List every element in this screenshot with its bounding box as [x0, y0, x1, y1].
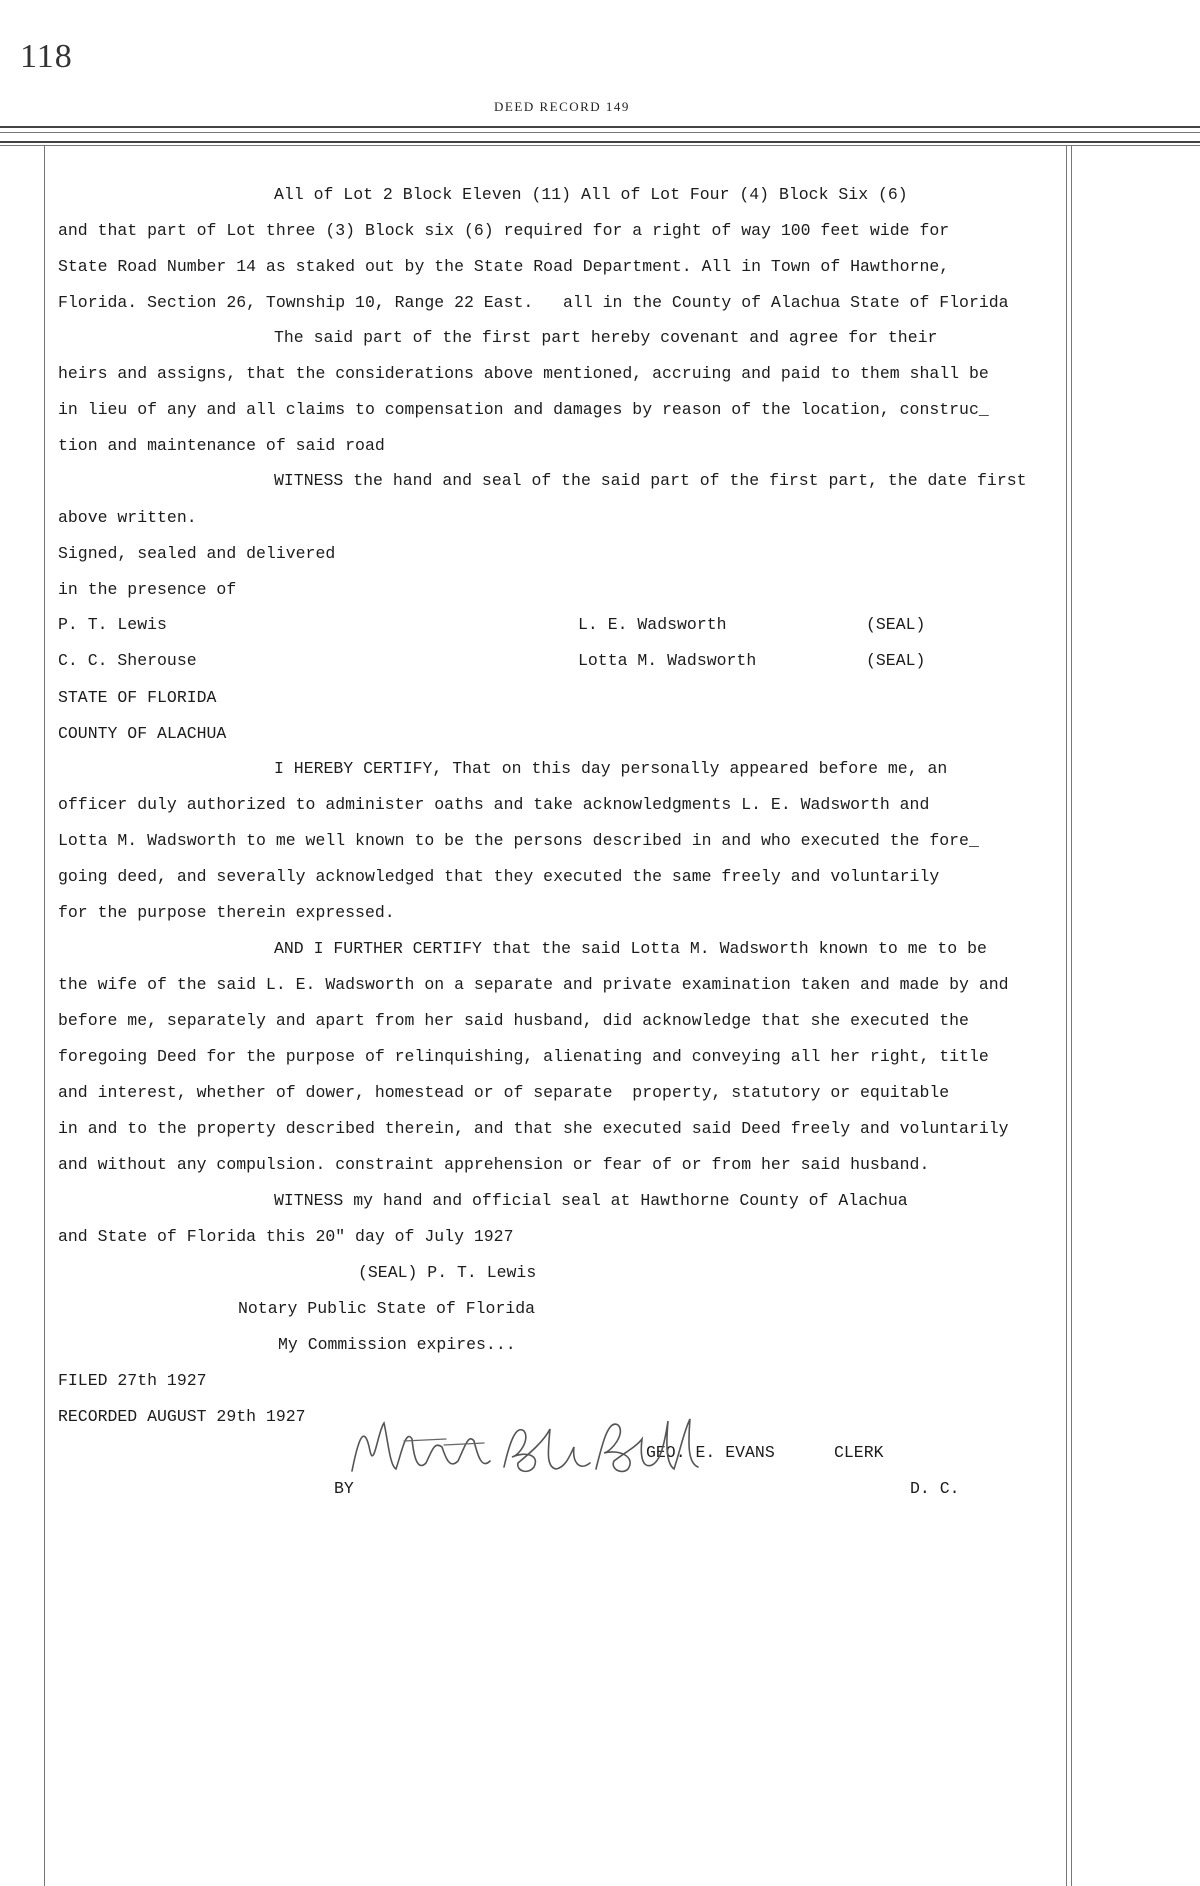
header-rule — [0, 126, 1200, 128]
further-certificate-line: foregoing Deed for the purpose of relinquishing, alienating and conveying all her right, title — [58, 1047, 989, 1066]
deed-text-line: Florida. Section 26, Township 10, Range 22 East. all in the County of Alachua State of Florida — [58, 293, 1009, 312]
notary-commission: My Commission expires... — [278, 1335, 516, 1354]
further-certificate-line: and without any compulsion. constraint apprehension or fear of or from her said husband. — [58, 1155, 930, 1174]
filed-date: FILED 27th 1927 — [58, 1371, 207, 1390]
deed-text-line: in lieu of any and all claims to compensation and damages by reason of the location, construc_ — [58, 400, 989, 419]
deed-text-line: tion and maintenance of said road — [58, 436, 385, 455]
page-number: 118 — [20, 38, 73, 75]
deed-text-line: above written. — [58, 508, 197, 527]
certificate-line: officer duly authorized to administer oaths and take acknowledgments L. E. Wadsworth and — [58, 795, 930, 814]
deed-text-line: WITNESS the hand and seal of the said part of the first part, the date first — [274, 471, 1027, 490]
right-margin-line — [1066, 146, 1067, 1886]
further-certificate-line: the wife of the said L. E. Wadsworth on a separate and private examination taken and made by and — [58, 975, 1009, 994]
seal-mark: (SEAL) — [866, 651, 926, 670]
deputy-clerk-label: D. C. — [910, 1479, 960, 1498]
header-rule — [0, 132, 1200, 133]
further-certificate-line: in and to the property described therein, and that she executed said Deed freely and voluntarily — [58, 1119, 1009, 1138]
certificate-line: Lotta M. Wadsworth to me well known to be the persons described in and who executed the fore_ — [58, 831, 979, 850]
left-margin-line — [44, 146, 45, 1886]
deed-text-line: All of Lot 2 Block Eleven (11) All of Lot Four (4) Block Six (6) — [274, 185, 908, 204]
seal-mark: (SEAL) — [866, 615, 926, 634]
certificate-line: I HEREBY CERTIFY, That on this day personally appeared before me, an — [274, 759, 948, 778]
clerk-title: CLERK — [834, 1443, 884, 1462]
header-rule — [0, 145, 1200, 146]
by-label: BY — [334, 1479, 354, 1498]
further-certificate-line: and interest, whether of dower, homestead or of separate property, statutory or equitable — [58, 1083, 950, 1102]
grantor-name: Lotta M. Wadsworth — [578, 651, 757, 670]
deed-text-line: The said part of the first part hereby covenant and agree for their — [274, 328, 938, 347]
signed-sealed-line: in the presence of — [58, 580, 237, 599]
deed-text-line: and that part of Lot three (3) Block six (6) required for a right of way 100 feet wide for — [58, 221, 950, 240]
notary-title: Notary Public State of Florida — [238, 1299, 536, 1318]
further-certificate-line: AND I FURTHER CERTIFY that the said Lotta M. Wadsworth known to me to be — [274, 939, 987, 958]
notary-seal-line: (SEAL) P. T. Lewis — [358, 1263, 537, 1282]
deed-text-line: heirs and assigns, that the considerations above mentioned, accruing and paid to them shall be — [58, 364, 989, 383]
witness-name: P. T. Lewis — [58, 615, 167, 634]
certificate-line: for the purpose therein expressed. — [58, 903, 395, 922]
notary-witness-line: WITNESS my hand and official seal at Hawthorne County of Alachua — [274, 1191, 908, 1210]
signed-sealed-line: Signed, sealed and delivered — [58, 544, 336, 563]
handwritten-signature — [334, 1411, 734, 1493]
grantor-name: L. E. Wadsworth — [578, 615, 727, 634]
notary-witness-line: and State of Florida this 20" day of July 1927 — [58, 1227, 514, 1246]
venue-state: STATE OF FLORIDA — [58, 688, 217, 707]
witness-name: C. C. Sherouse — [58, 651, 197, 670]
recorded-date: RECORDED AUGUST 29th 1927 — [58, 1407, 306, 1426]
venue-county: COUNTY OF ALACHUA — [58, 724, 227, 743]
clerk-name: GEO. E. EVANS — [646, 1443, 775, 1462]
record-book-title: DEED RECORD 149 — [494, 99, 630, 114]
certificate-line: going deed, and severally acknowledged that they executed the same freely and voluntarily — [58, 867, 940, 886]
right-margin-line — [1071, 146, 1072, 1886]
deed-text-line: State Road Number 14 as staked out by the State Road Department. All in Town of Hawthorne, — [58, 257, 950, 276]
header-rule — [0, 141, 1200, 143]
further-certificate-line: before me, separately and apart from her said husband, did acknowledge that she executed the — [58, 1011, 969, 1030]
